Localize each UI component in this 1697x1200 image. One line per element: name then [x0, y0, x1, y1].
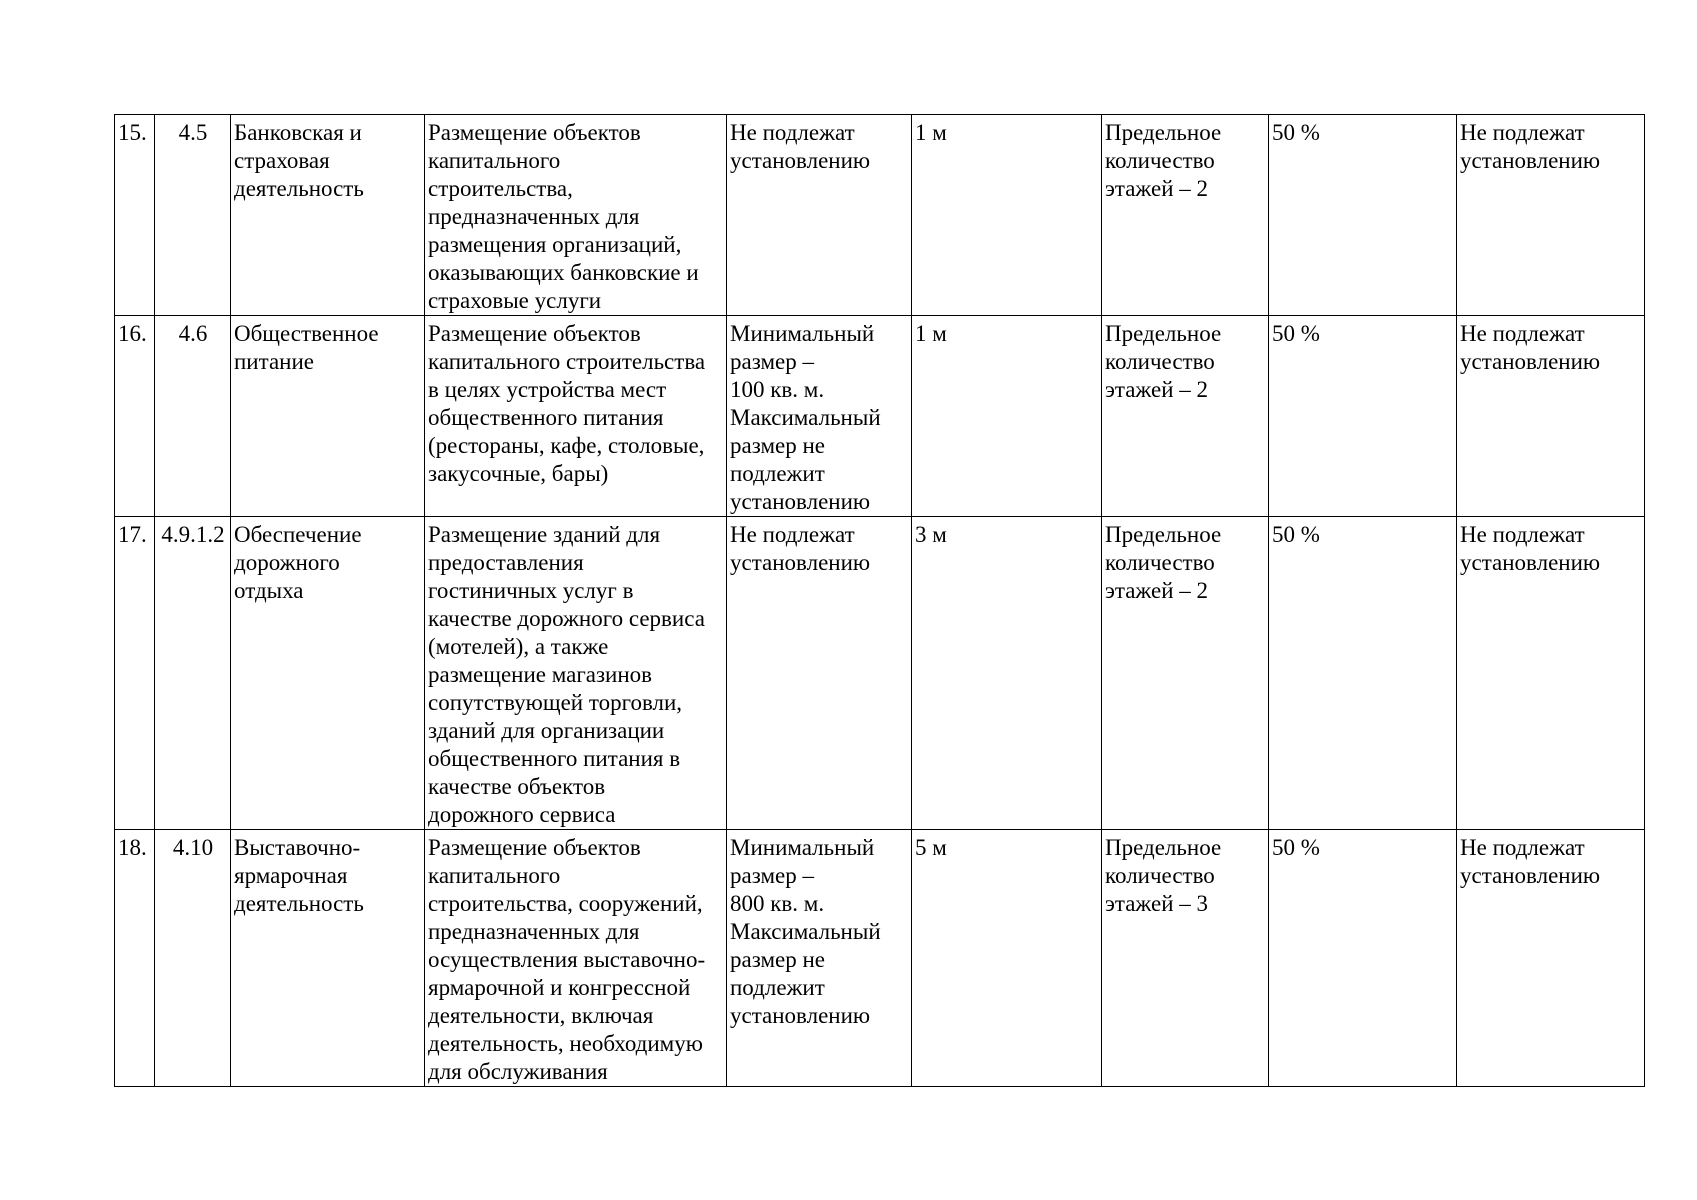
land-use-description-cell: Размещение объектов капитального строительства, сооружений, предназначенных для осуществления выставочно- ярмарочной и конгрессной деятельности, включая деятельность, необходимую для обслуживания	[425, 830, 727, 1087]
minimum-indent-cell: 3 м	[912, 517, 1102, 830]
max-floors-cell: Предельное количество этажей – 2	[1102, 115, 1269, 316]
plot-size-cell: Минимальный размер – 800 кв. м. Максимальный размер не подлежит установлению	[727, 830, 912, 1087]
land-use-name-cell: Банковская и страховая деятельность	[231, 115, 425, 316]
minimum-indent-cell: 5 м	[912, 830, 1102, 1087]
other-parameters-cell: Не подлежат установлению	[1457, 115, 1645, 316]
minimum-indent-cell: 1 м	[912, 316, 1102, 517]
plot-size-cell: Не подлежат установлению	[727, 517, 912, 830]
land-use-name-cell: Общественное питание	[231, 316, 425, 517]
coverage-percent-cell: 50 %	[1269, 830, 1457, 1087]
other-parameters-cell: Не подлежат установлению	[1457, 830, 1645, 1087]
max-floors-cell: Предельное количество этажей – 2	[1102, 517, 1269, 830]
max-floors-cell: Предельное количество этажей – 2	[1102, 316, 1269, 517]
other-parameters-cell: Не подлежат установлению	[1457, 517, 1645, 830]
land-use-code-cell: 4.6	[155, 316, 231, 517]
land-use-name-cell: Обеспечение дорожного отдыха	[231, 517, 425, 830]
max-floors-cell: Предельное количество этажей – 3	[1102, 830, 1269, 1087]
land-use-description-cell: Размещение объектов капитального строительства в целях устройства мест общественного питания (рестораны, кафе, столовые, закусочные, бары)	[425, 316, 727, 517]
row-number-cell: 17.	[115, 517, 155, 830]
row-number-cell: 15.	[115, 115, 155, 316]
land-use-code-cell: 4.5	[155, 115, 231, 316]
minimum-indent-cell: 1 м	[912, 115, 1102, 316]
zoning-regulations-table	[114, 114, 1645, 1087]
plot-size-cell: Не подлежат установлению	[727, 115, 912, 316]
table-row	[115, 115, 1645, 316]
other-parameters-cell: Не подлежат установлению	[1457, 316, 1645, 517]
plot-size-cell: Минимальный размер – 100 кв. м. Максимальный размер не подлежит установлению	[727, 316, 912, 517]
row-number-cell: 16.	[115, 316, 155, 517]
land-use-description-cell: Размещение зданий для предоставления гостиничных услуг в качестве дорожного сервиса (мотелей), а также размещение магазинов сопутствующей торговли, зданий для организации общественного питания в качестве объектов дорожного сервиса	[425, 517, 727, 830]
coverage-percent-cell: 50 %	[1269, 517, 1457, 830]
land-use-description-cell: Размещение объектов капитального строительства, предназначенных для размещения организаций, оказывающих банковские и страховые услуги	[425, 115, 727, 316]
coverage-percent-cell: 50 %	[1269, 316, 1457, 517]
land-use-name-cell: Выставочно- ярмарочная деятельность	[231, 830, 425, 1087]
land-use-code-cell: 4.10	[155, 830, 231, 1087]
table-row	[115, 517, 1645, 830]
row-number-cell: 18.	[115, 830, 155, 1087]
coverage-percent-cell: 50 %	[1269, 115, 1457, 316]
table-row	[115, 830, 1645, 1087]
table-row	[115, 316, 1645, 517]
land-use-code-cell: 4.9.1.2	[155, 517, 231, 830]
